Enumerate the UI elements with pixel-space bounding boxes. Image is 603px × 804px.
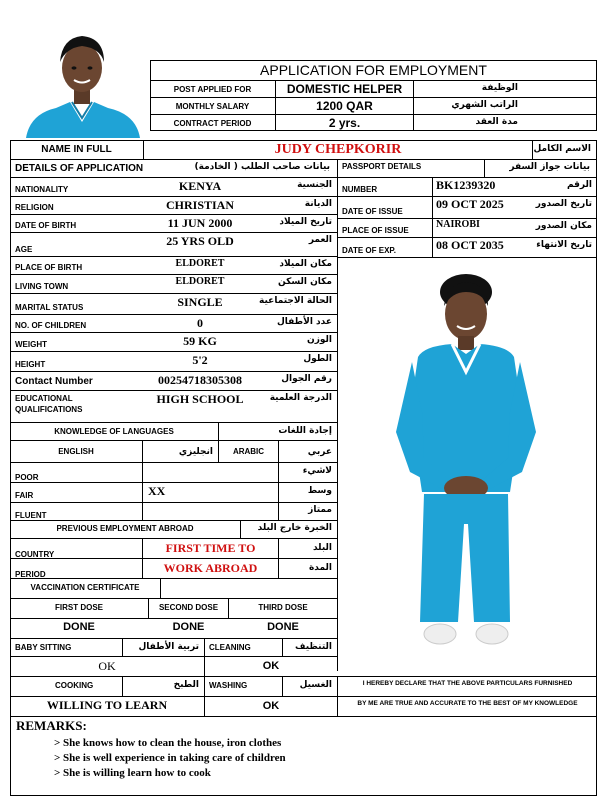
personal-arabic: الوزن: [307, 335, 332, 345]
washing-label: WASHING: [209, 681, 248, 690]
passport-row-arabic: الرقم: [566, 180, 592, 190]
personal-arabic: الدرجة العلمية: [269, 393, 332, 403]
personal-label: WEIGHT: [15, 340, 47, 349]
cleaning-arabic: التنظيف: [295, 642, 332, 652]
employment-arabic: الخبرة خارج البلد: [257, 523, 332, 533]
english-arabic: انجليزي: [178, 447, 213, 457]
personal-arabic: العمر: [308, 235, 332, 245]
baby-sitting-label: BABY SITTING: [15, 643, 72, 652]
personal-label: NATIONALITY: [15, 185, 69, 194]
country-arabic: البلد: [312, 543, 332, 553]
personal-arabic: رقم الجوال: [281, 374, 332, 384]
post-label: POST APPLIED FOR: [173, 85, 252, 94]
personal-arabic: مكان السكن: [278, 277, 332, 287]
personal-value: CHRISTIAN: [165, 198, 234, 212]
cleaning-value: OK: [262, 660, 280, 672]
cleaning-label: CLEANING: [209, 643, 251, 652]
third-dose-label: THIRD DOSE: [258, 603, 308, 612]
vaccination-label: VACCINATION CERTIFICATE: [30, 583, 140, 592]
passport-row-arabic: مكان الصدور: [535, 221, 592, 231]
personal-value: 0: [197, 316, 203, 330]
personal-label: RELIGION: [15, 203, 54, 212]
cooking-arabic: الطبخ: [173, 680, 199, 690]
remark-item: > She knows how to clean the house, iron clothes: [54, 737, 282, 749]
passport-arabic: بيانات جواز السفر: [509, 162, 590, 172]
salary-value: 1200 QAR: [316, 99, 373, 113]
declaration-line-1: I HEREBY DECLARE THAT THE ABOVE PARTICULARS FURNISHED: [362, 680, 573, 687]
personal-label: AGE: [15, 245, 33, 254]
portrait-photo: [16, 22, 148, 138]
personal-label: MARITAL STATUS: [15, 303, 84, 312]
personal-label: HEIGHT: [15, 360, 46, 369]
salary-arabic: الراتب الشهري: [451, 100, 518, 110]
country-value: FIRST TIME TO: [165, 541, 256, 555]
washing-value: OK: [262, 700, 280, 712]
details-arabic: بيانات صاحب الطلب ( الخادمة): [194, 162, 330, 172]
personal-value: 25 YRS OLD: [166, 234, 234, 248]
baby-sitting-value: OK: [98, 659, 116, 673]
contract-label: CONTRACT PERIOD: [173, 119, 252, 128]
personal-value: 00254718305308: [158, 373, 242, 387]
personal-arabic: الحالة الاجتماعية: [259, 296, 332, 306]
second-dose-label: SECOND DOSE: [158, 603, 219, 612]
contract-arabic: مدة العقد: [475, 117, 518, 127]
full-body-photo: [360, 262, 570, 662]
personal-value: 5'2: [192, 353, 208, 367]
name-arabic: الاسم الكامل: [533, 144, 591, 154]
passport-row-label: NUMBER: [342, 185, 378, 194]
details-label: DETAILS OF APPLICATION: [15, 163, 144, 174]
remark-item: > She is well experience in taking care of children: [54, 752, 286, 764]
post-value: DOMESTIC HELPER: [286, 82, 403, 96]
personal-label: DATE OF BIRTH: [15, 221, 77, 230]
remarks-label: REMARKS:: [16, 718, 87, 733]
personal-arabic: عدد الأطفال: [276, 317, 332, 327]
english-label: ENGLISH: [58, 447, 94, 456]
period-value: WORK ABROAD: [163, 561, 258, 575]
period-arabic: المدة: [308, 563, 332, 573]
personal-arabic: مكان الميلاد: [279, 259, 332, 269]
personal-label: NO. OF CHILDREN: [15, 321, 87, 330]
form-title: APPLICATION FOR EMPLOYMENT: [260, 62, 487, 78]
personal-value: ELDORET: [175, 276, 225, 287]
fair-english: XX: [148, 484, 166, 498]
second-dose-value: DONE: [172, 621, 205, 633]
personal-arabic: الطول: [303, 354, 332, 364]
fluent-label: FLUENT: [15, 511, 47, 520]
salary-label: MONTHLY SALARY: [175, 102, 250, 111]
personal-arabic: الديانة: [304, 199, 332, 209]
personal-value: KENYA: [178, 179, 222, 193]
languages-arabic: إجادة اللغات: [278, 426, 332, 436]
personal-label: LIVING TOWN: [15, 282, 69, 291]
cooking-value: WILLING TO LEARN: [46, 698, 168, 712]
baby-sitting-arabic: تربية الأطفال: [138, 642, 199, 652]
name-label: NAME IN FULL: [41, 144, 112, 155]
fluent-arabic: ممتاز: [308, 505, 332, 515]
first-dose-value: DONE: [63, 621, 95, 633]
passport-row-value: BK1239320: [436, 178, 496, 192]
poor-label: POOR: [15, 473, 39, 482]
personal-label: PLACE OF BIRTH: [15, 263, 83, 272]
applicant-name: JUDY CHEPKORIR: [274, 142, 402, 157]
personal-value: 11 JUN 2000: [167, 216, 233, 230]
personal-value: ELDORET: [175, 258, 225, 269]
passport-row-label: DATE OF ISSUE: [342, 207, 403, 216]
period-label: PERIOD: [15, 570, 46, 579]
personal-label: EDUCATIONAL QUALIFICATIONS: [15, 394, 83, 414]
personal-value: HIGH SCHOOL: [156, 392, 244, 406]
country-label: COUNTRY: [15, 550, 55, 559]
employment-label: PREVIOUS EMPLOYMENT ABROAD: [56, 524, 194, 533]
passport-row-label: PLACE OF ISSUE: [342, 226, 409, 235]
washing-arabic: الغسيل: [299, 680, 332, 690]
personal-arabic: تاريخ الميلاد: [279, 217, 332, 227]
personal-arabic: الجنسية: [297, 180, 332, 190]
languages-label: KNOWLEDGE OF LANGUAGES: [54, 427, 174, 436]
passport-row-arabic: تاريخ الانتهاء: [536, 240, 592, 250]
post-arabic: الوظيفة: [481, 83, 518, 93]
passport-row-value: NAIROBI: [436, 219, 480, 230]
personal-value: 59 KG: [183, 334, 217, 348]
arabic-arabic: عربي: [307, 447, 332, 457]
remark-item: > She is willing learn how to cook: [54, 767, 211, 779]
contract-value: 2 yrs.: [328, 116, 361, 130]
declaration-line-2: BY ME ARE TRUE AND ACCURATE TO THE BEST OF MY KNOWLEDGE: [357, 700, 578, 707]
personal-value: SINGLE: [177, 295, 223, 309]
passport-row-value: 08 OCT 2035: [436, 238, 504, 252]
arabic-label: ARABIC: [232, 447, 265, 456]
fair-label: FAIR: [15, 491, 34, 500]
passport-label: PASSPORT DETAILS: [342, 162, 422, 171]
first-dose-label: FIRST DOSE: [54, 603, 103, 612]
passport-row-arabic: تاريخ الصدور: [535, 199, 592, 209]
passport-row-label: DATE OF EXP.: [342, 246, 396, 255]
passport-row-value: 09 OCT 2025: [436, 197, 504, 211]
cooking-label: COOKING: [55, 681, 94, 690]
personal-label: Contact Number: [15, 376, 93, 387]
fair-arabic: وسط: [307, 486, 332, 496]
poor-arabic: لاشيء: [302, 466, 332, 476]
third-dose-value: DONE: [267, 621, 299, 633]
